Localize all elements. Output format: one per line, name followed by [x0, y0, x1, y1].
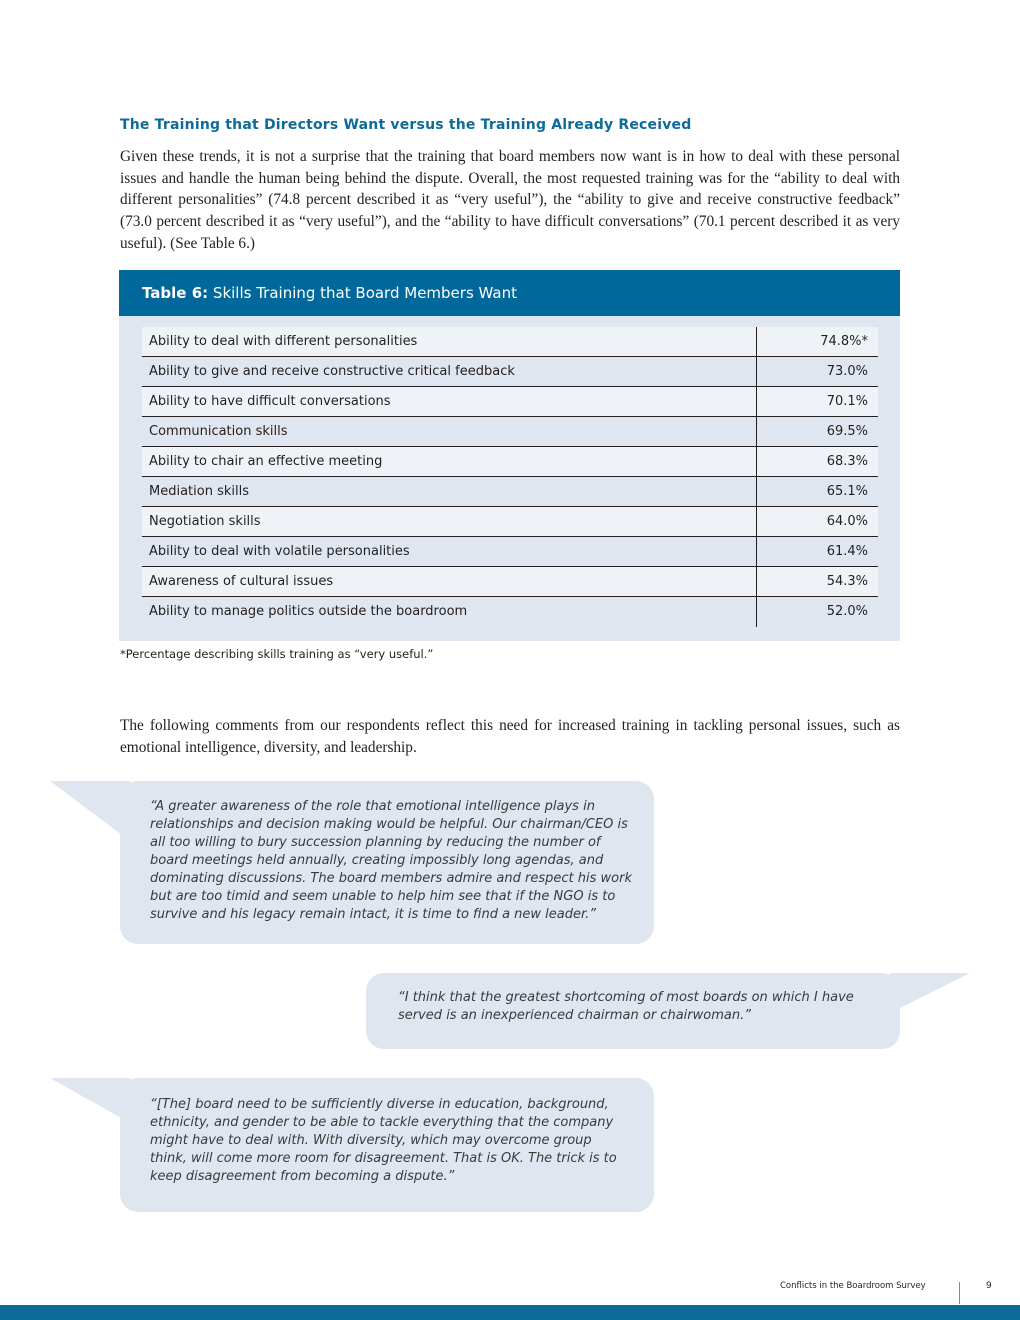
- table-row: [142, 387, 878, 417]
- skill-value: 70.1%: [826, 394, 868, 409]
- skill-label: Ability to manage politics outside the boardroom: [142, 597, 757, 627]
- table-row: [142, 327, 878, 357]
- skill-label: Ability to chair an effective meeting: [142, 447, 757, 476]
- skill-value: 73.0%: [826, 364, 868, 379]
- skill-label: Ability to give and receive constructive critical feedback: [142, 357, 757, 386]
- skill-label: Communication skills: [142, 417, 757, 446]
- table-label: Table 6:: [142, 284, 209, 302]
- quote-bubble-tail: [50, 1078, 130, 1123]
- table-row: [142, 477, 878, 507]
- table-row: [142, 507, 878, 537]
- skill-value: 68.3%: [826, 454, 868, 469]
- skill-value: 54.3%: [826, 574, 868, 589]
- skill-label: Ability to deal with volatile personalities: [142, 537, 757, 566]
- quote-text: “A greater awareness of the role that emotional intelligence plays in relationships and decision making would be helpful. Our chairman/CEO is all too willing to bury succession planning by reducing the number of board meetings held annually, creating impossibly long agendas, and dominating discussions. The board members admire and respect his work but are too timid and seem unable to help him see that if the NGO is to survive and his legacy remain intact, it is time to find a new leader.”: [150, 799, 632, 922]
- quote-bubble-tail: [50, 781, 130, 841]
- table-row: [142, 537, 878, 567]
- footer-title: Conflicts in the Boardroom Survey: [780, 1281, 926, 1291]
- table-footnote: *Percentage describing skills training as “very useful.”: [120, 647, 434, 661]
- skill-label: Ability to deal with different personalities: [142, 327, 757, 356]
- quote-text: “I think that the greatest shortcoming of most boards on which I have served is an inexperienced chairman or chairwoman.”: [398, 990, 854, 1023]
- table-row: [142, 417, 878, 447]
- skill-value: 69.5%: [826, 424, 868, 439]
- skill-label: Mediation skills: [142, 477, 757, 506]
- table-row: [142, 567, 878, 597]
- page-number: 9: [986, 1281, 992, 1291]
- table-row: [142, 597, 878, 627]
- skill-value: 61.4%: [826, 544, 868, 559]
- intro-paragraph: Given these trends, it is not a surprise that the training that board members now want is in how to deal with these personal issues and handle the human being behind the dispute. Overall, the most requested training was for the “ability to deal with different personalities” (74.8 percent described it as “very useful”), the “ability to give and receive constructive feedback” (73.0 percent described it as “very useful”), and the “ability to have difficult conversations” (70.1 percent described it as very useful). (See Table 6.): [120, 148, 900, 252]
- skill-label: Ability to have difficult conversations: [142, 387, 757, 416]
- quote-text: “[The] board need to be sufficiently diverse in education, background, ethnicity, and gender to be able to tackle everything that the company might have to deal with. With diversity, which may overcome group think, will come more room for disagreement. That is OK. The trick is to keep disagreement from becoming a dispute.”: [150, 1097, 617, 1184]
- skills-table: [142, 327, 878, 627]
- quote-bubble-tail: [890, 973, 970, 1013]
- skill-value: 52.0%: [826, 604, 868, 619]
- footer-divider: [959, 1282, 960, 1304]
- skill-value: 65.1%: [826, 484, 868, 499]
- outro-paragraph: The following comments from our respondents reflect this need for increased training in tackling personal issues, such as emotional intelligence, diversity, and leadership.: [120, 717, 900, 756]
- table-title: Skills Training that Board Members Want: [212, 284, 517, 302]
- skill-value: 74.8%*: [820, 334, 868, 349]
- table-row: [142, 357, 878, 387]
- section-heading: The Training that Directors Want versus the Training Already Received: [120, 117, 692, 133]
- skill-label: Awareness of cultural issues: [142, 567, 757, 596]
- footer-bar: [0, 1305, 1020, 1320]
- skill-value: 64.0%: [826, 514, 868, 529]
- skill-label: Negotiation skills: [142, 507, 757, 536]
- table-header: [119, 270, 900, 316]
- table-row: [142, 447, 878, 477]
